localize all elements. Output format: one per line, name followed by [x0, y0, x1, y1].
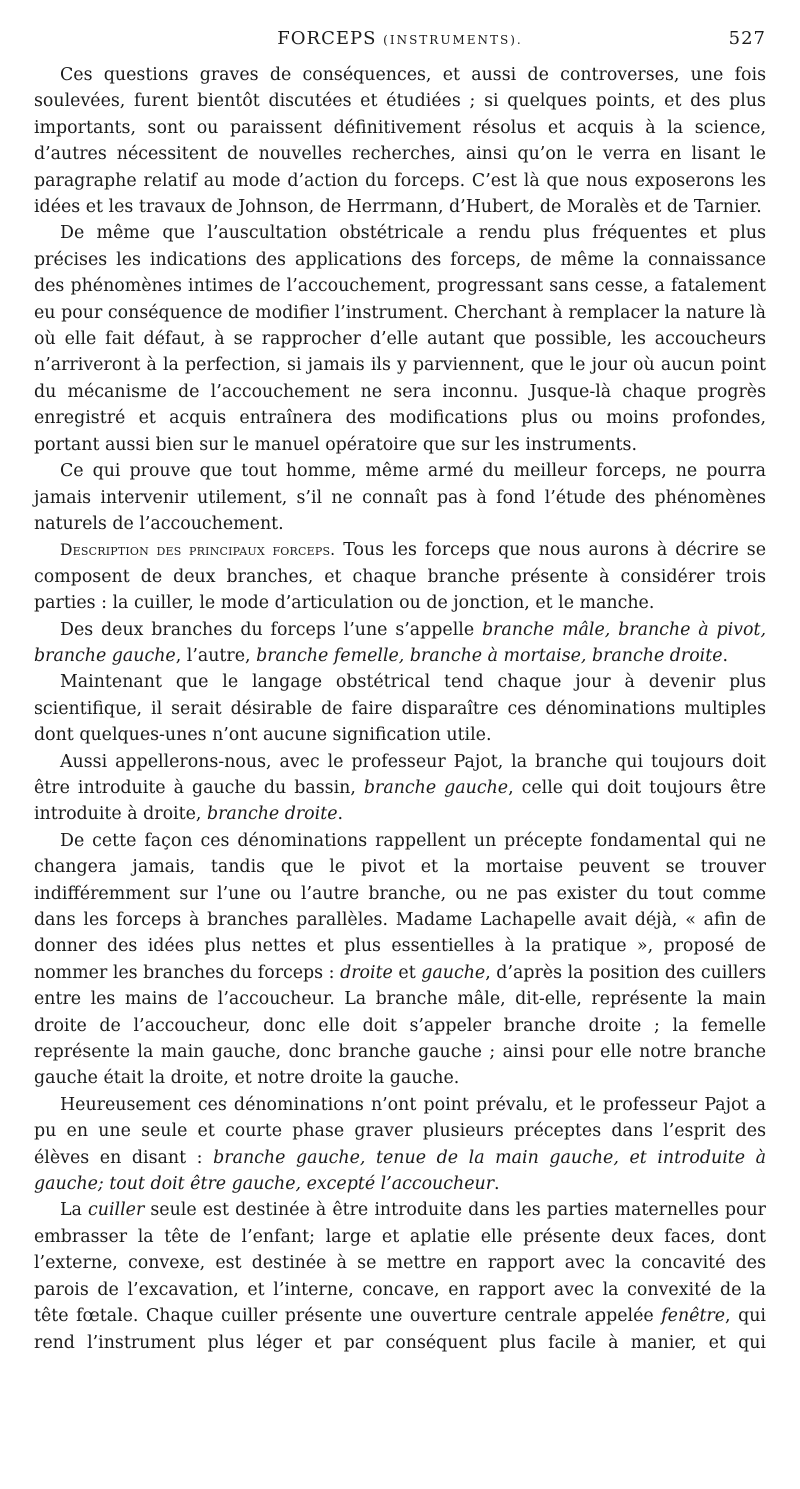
- running-title: [34, 28, 766, 49]
- paragraph-2: De même que l’auscultation obstétricale a rendu plus fréquentes et plus précises les indications des applications des forceps, de même la connaissance des phénomènes intimes de l’accouchement, progressant sans cesse, a fatalement eu pour conséquence de modifier l’instrument. Cherchant à remplacer la nature là où elle fait défaut, à se rapprocher d’elle autant que possible, les accoucheurs n’arriveront à la perfection, si jamais ils y parviennent, que le jour où aucun point du mécanisme de l’accouchement ne sera inconnu. Jusque-là chaque progrès enregistré et acquis entraînera des modifications plus ou moins profondes, portant aussi bien sur le manuel opératoire que sur les instruments.: [34, 223, 766, 455]
- paragraph-9: Heureusement ces dénominations n’ont point prévalu, et le professeur Pajot a pu en une seule et courte phase graver plusieurs préceptes dans l’esprit des élèves en disant : branche gauche, tenue de la main gauche, et introduite à gauche; tout doit être gauche, excepté l’accoucheur.: [34, 1094, 766, 1195]
- paragraph-5: Des deux branches du forceps l’une s’appelle branche mâle, branche à pivot, branche gauche, l’autre, branche femelle, branche à mortaise, branche droite.: [34, 619, 766, 666]
- running-title-sub: (INSTRUMENTS).: [383, 33, 523, 47]
- body-text: [34, 62, 766, 1356]
- running-title-main: FORCEPS: [277, 28, 377, 49]
- page-number: 527: [728, 28, 766, 49]
- paragraph-3: Ce qui prouve que tout homme, même armé du meilleur forceps, ne pourra jamais intervenir utilement, s’il ne connaît pas à fond l’étude des phénomènes naturels de l’accouchement.: [34, 461, 766, 534]
- paragraph-6: Maintenant que le langage obstétrical tend chaque jour à devenir plus scientifique, il serait désirable de faire disparaître ces dénominations multiples dont quelques-unes n’ont aucune signification utile.: [34, 672, 766, 746]
- running-header: [34, 28, 766, 58]
- paragraph-4: Description des principaux forceps. Tous les forceps que nous aurons à décrire se composent de deux branches, et chaque branche présente à considérer trois parties : la cuiller, le mode d’articulation ou de jonction, et le manche.: [34, 540, 767, 614]
- paragraph-7: Aussi appellerons-nous, avec le professeur Pajot, la branche qui toujours doit être introduite à gauche du bassin, branche gauche, celle qui doit toujours être introduite à droite, branche droite.: [34, 751, 766, 825]
- paragraph-8: De cette façon ces dénominations rappellent un précepte fondamental qui ne changera jamais, tandis que le pivot et la mortaise peuvent se trouver indifféremment sur l’une ou l’autre branche, ou ne pas exister du tout comme dans les forceps à branches parallèles. Madame Lachapelle avait déjà, « afin de donner des idées plus nettes et plus essentielles à la pratique », proposé de nommer les branches du forceps : droite et gauche, d’après la position des cuillers entre les mains de l’accoucheur. La branche mâle, dit-elle, représente la main droite de l’accoucheur, donc elle doit s’appeler branche droite ; la femelle représente la main gauche, donc branche gauche ; ainsi pour elle notre branche gauche était la droite, et notre droite la gauche.: [34, 830, 767, 1089]
- paragraph-10: La cuiller seule est destinée à être introduite dans les parties maternelles pour embrasser la tête de l’enfant; large et aplatie elle présente deux faces, dont l’externe, convexe, est destinée à se mettre en rapport avec la concavité des parois de l’excavation, et l’interne, concave, en rapport avec la convexité de la tête fœtale. Chaque cuiller présente une ouverture centrale appelée fenêtre, qui rend l’instrument plus léger et par conséquent plus facile à manier, et qui: [34, 1200, 766, 1353]
- paragraph-1: Ces questions graves de conséquences, et aussi de controverses, une fois soulevées, furent bientôt discutées et étudiées ; si quelques points, et des plus importants, sont ou paraissent définitivement résolus et acquis à la science, d’autres nécessitent de nouvelles recherches, ainsi qu’on le verra en lisant le paragraphe relatif au mode d’action du forceps. C’est là que nous exposerons les idées et les travaux de Johnson, de Herrmann, d’Hubert, de Moralès et de Tarnier.: [34, 65, 766, 218]
- section-heading: Description des principaux forceps.: [60, 541, 336, 560]
